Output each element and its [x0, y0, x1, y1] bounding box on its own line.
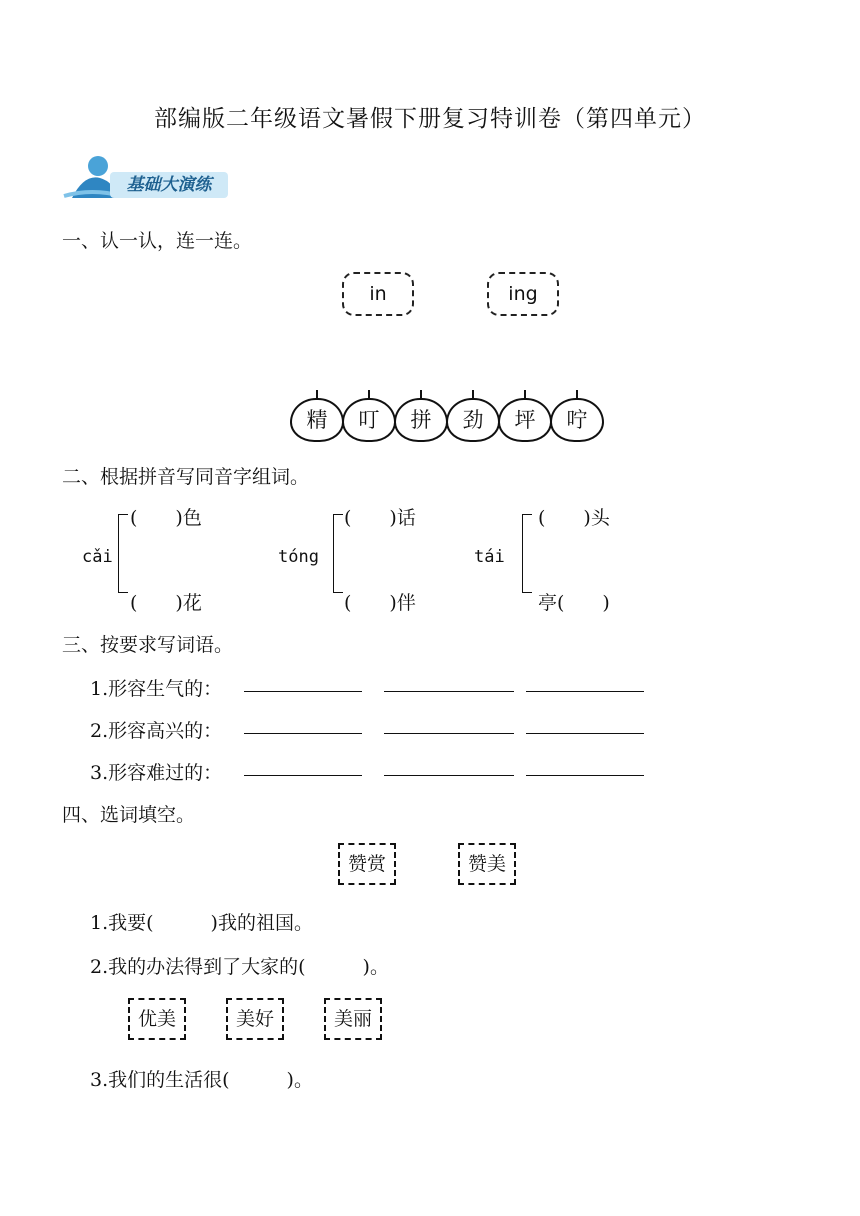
answer-line[interactable] [384, 691, 514, 692]
item-angry-label: 1.形容生气的： [90, 678, 223, 700]
answer-line[interactable] [526, 775, 644, 776]
apple-char-6[interactable]: 咛 [550, 398, 604, 442]
apple-char-4[interactable]: 劲 [446, 398, 500, 442]
question-2: 2.我的办法得到了大家的( )。 [90, 956, 389, 978]
section-3-heading: 三、按要求写词语。 [62, 634, 234, 656]
apple-char-3[interactable]: 拼 [394, 398, 448, 442]
tai-bottom-blank[interactable]: 亭( ) [538, 592, 610, 614]
tai-top-blank[interactable]: ( )头 [538, 507, 610, 529]
pinyin-tong: tóng [278, 547, 319, 567]
cai-bottom-blank[interactable]: ( )花 [130, 592, 202, 614]
apple-char-1[interactable]: 精 [290, 398, 344, 442]
pinyin-box-in[interactable]: in [342, 272, 414, 316]
item-happy-label: 2.形容高兴的： [90, 720, 223, 742]
word-box-youmei[interactable]: 优美 [128, 998, 186, 1040]
item-sad-label: 3.形容难过的： [90, 762, 223, 784]
answer-line[interactable] [384, 775, 514, 776]
badge-label: 基础大演练 [110, 172, 228, 198]
page-title: 部编版二年级语文暑假下册复习特训卷（第四单元） [154, 106, 706, 132]
answer-line[interactable] [244, 775, 362, 776]
apple-char-5[interactable]: 坪 [498, 398, 552, 442]
answer-line[interactable] [526, 733, 644, 734]
word-box-meili[interactable]: 美丽 [324, 998, 382, 1040]
word-box-zanmei[interactable]: 赞美 [458, 843, 516, 885]
answer-line[interactable] [384, 733, 514, 734]
section-4-heading: 四、选词填空。 [62, 804, 196, 826]
cai-top-blank[interactable]: ( )色 [130, 507, 202, 529]
pinyin-cai: cǎi [82, 547, 113, 567]
question-3: 3.我们的生活很( )。 [90, 1069, 313, 1091]
section-1-heading: 一、认一认，连一连。 [62, 230, 253, 252]
apple-char-2[interactable]: 叮 [342, 398, 396, 442]
question-1: 1.我要( )我的祖国。 [90, 912, 313, 934]
word-box-meihao[interactable]: 美好 [226, 998, 284, 1040]
pinyin-tai: tái [474, 547, 505, 567]
word-box-zanshang[interactable]: 赞赏 [338, 843, 396, 885]
answer-line[interactable] [244, 691, 362, 692]
tong-bottom-blank[interactable]: ( )伴 [344, 592, 416, 614]
section-badge [62, 152, 230, 202]
pinyin-box-ing[interactable]: ing [487, 272, 559, 316]
answer-line[interactable] [526, 691, 644, 692]
tong-top-blank[interactable]: ( )话 [344, 507, 416, 529]
answer-line[interactable] [244, 733, 362, 734]
section-2-heading: 二、根据拼音写同音字组词。 [62, 466, 310, 488]
